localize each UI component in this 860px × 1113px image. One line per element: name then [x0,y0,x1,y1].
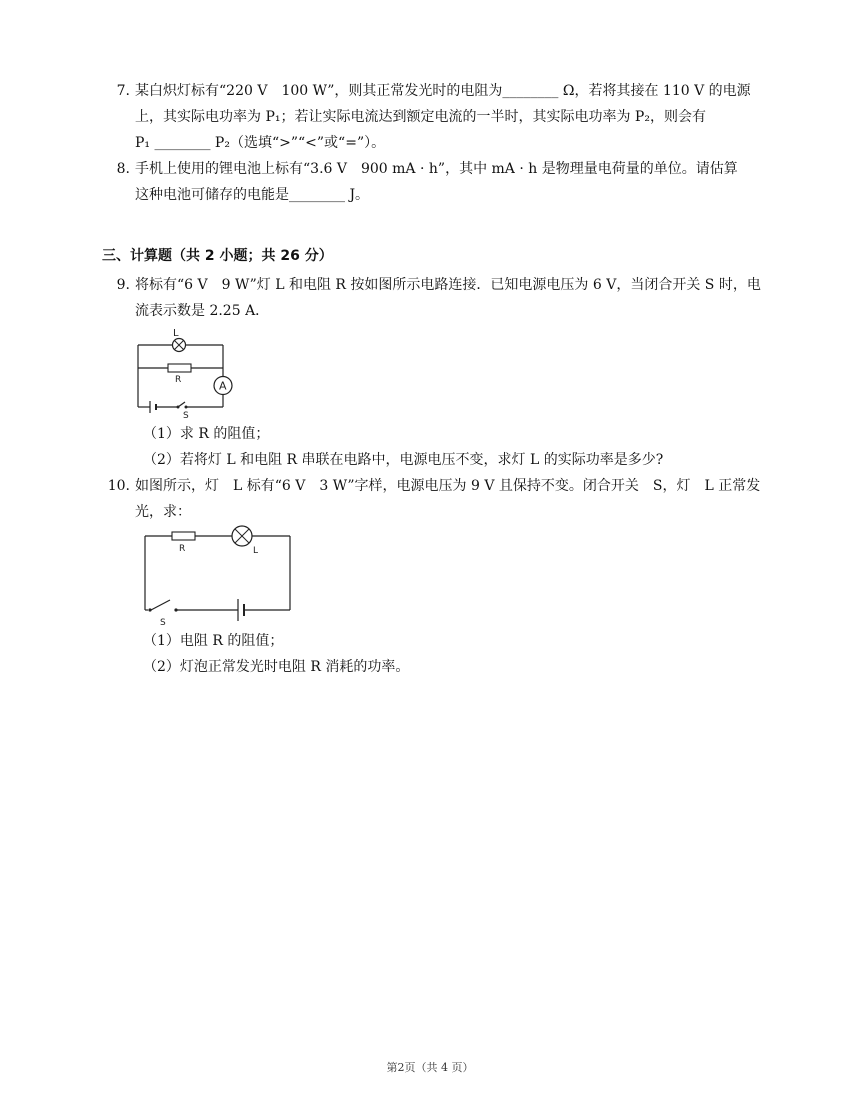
q10-number: 10. [107,478,130,494]
q9-sub-question-1: （1）求 R 的阻值； [143,426,270,442]
q10-lamp-label: L [253,546,259,556]
q7-line-2: 上，其实际电功率为 P₁；若让实际电流达到额定电流的一半时，其实际电功率为 P₂，则会有 [135,109,706,125]
q10-lamp-icon [232,526,252,546]
q8-line-1: 手机上使用的锂电池上标有“3.6 V 900 mA · h”，其中 mA · h 是物理量电荷量的单位。请估算 [135,161,738,177]
q9-resistor-icon [168,364,191,372]
q10-sub-question-1: （1）电阻 R 的阻值； [143,633,284,649]
q9-number: 9. [116,277,130,293]
q10-line-1: 如图所示，灯 L 标有“6 V 3 W”字样，电源电压为 9 V 且保持不变。闭合开关 S，灯 L 正常发 [135,478,761,494]
q10-line-2: 光，求： [135,504,191,520]
q9-circuit-diagram [133,326,243,418]
page-footer: 第2页（共 4 页） [386,1061,474,1074]
q10-sub-question-2: （2）灯泡正常发光时电阻 R 消耗的功率。 [143,659,410,675]
q10-resistor-icon [172,532,195,540]
q9-lamp-label: L [173,328,179,339]
q9-lamp-icon [173,339,186,352]
q8-line-2: 这种电池可储存的电能是________ J。 [135,187,370,203]
q9-battery-icon [150,401,156,413]
q9-sub-question-2: （2）若将灯 L 和电阻 R 串联在电路中，电源电压不变，求灯 L 的实际功率是多少? [143,452,664,468]
q7-line-3: P₁ ________ P₂（选填“>”“<”或“=”）。 [135,135,386,151]
q10-battery-icon [238,599,244,621]
q9-line-1: 将标有“6 V 9 W”灯 L 和电阻 R 按如图所示电路连接．已知电源电压为 6 V，当闭合开关 S 时，电 [135,277,761,293]
q9-ammeter-label: A [219,379,227,393]
q9-switch-label: S [183,411,189,418]
q7-line-1: 某白炽灯标有“220 V 100 W”，则其正常发光时的电阻为________ Ω，若将其接在 110 V 的电源 [135,83,751,99]
q9-line-2: 流表示数是 2.25 A． [135,303,270,319]
q10-circuit-diagram [140,525,298,627]
q9-resistor-label: R [175,375,182,385]
section-3-title: 三、计算题（共 2 小题；共 26 分） [102,248,333,264]
q8-number: 8. [116,161,130,177]
q10-resistor-label: R [179,544,186,554]
q10-switch-label: S [160,618,166,627]
q7-number: 7. [116,83,130,99]
q9-switch-icon [177,406,188,409]
